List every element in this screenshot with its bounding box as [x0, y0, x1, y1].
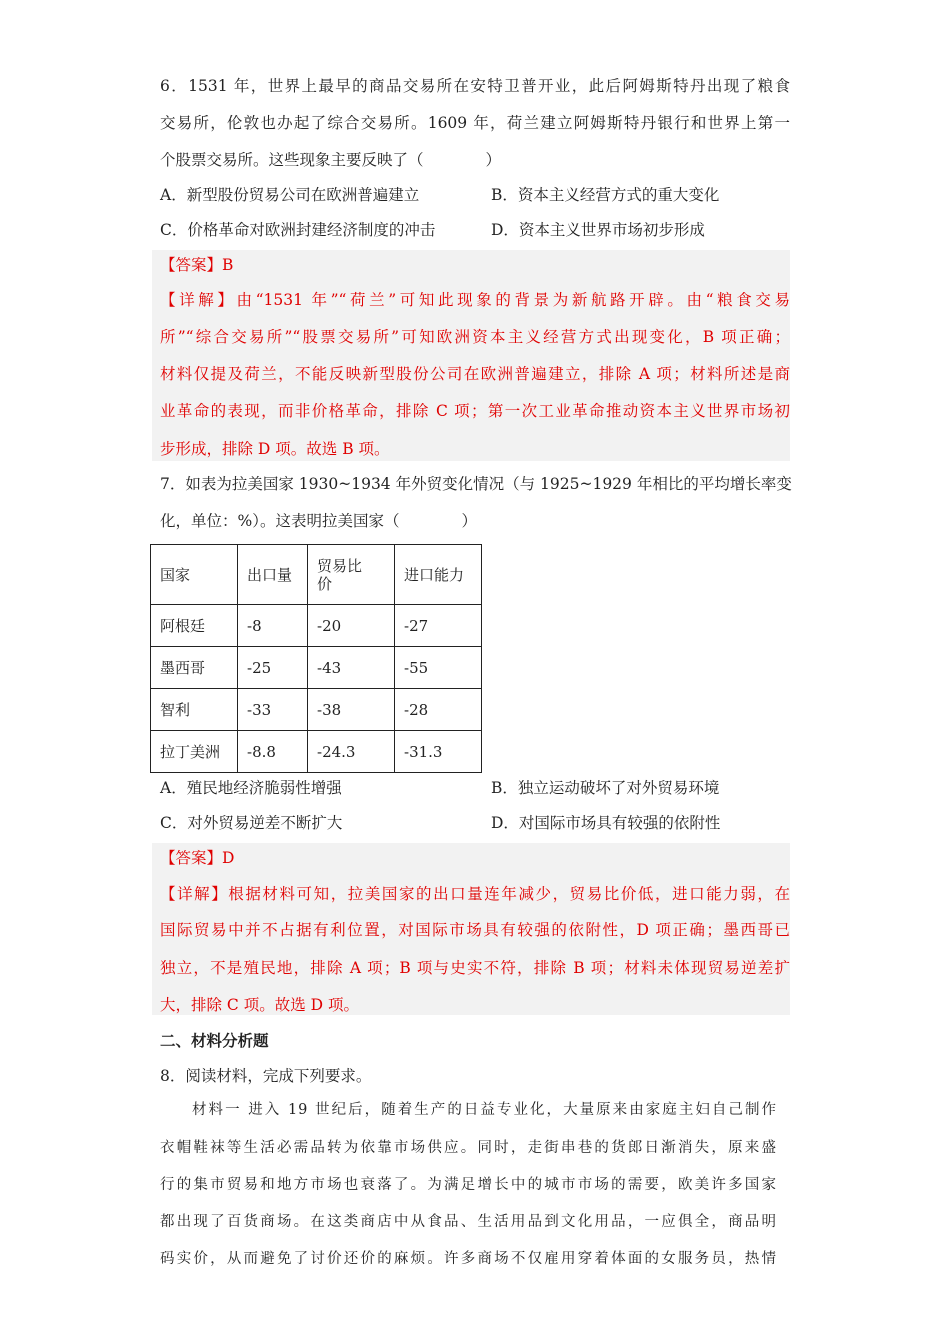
cell: -24.3	[308, 731, 395, 773]
cell: -20	[308, 605, 395, 647]
option-c: C．对外贸易逆差不断扩大	[160, 814, 343, 832]
detail-line: 步形成，排除 D 项。故选 B 项。	[160, 440, 390, 458]
table-row	[151, 731, 482, 773]
question-text: 个股票交易所。这些现象主要反映了（ ）	[160, 151, 502, 169]
cell: -55	[395, 647, 482, 689]
question-text: 7．如表为拉美国家 1930~1934 年外贸变化情况（与 1925~1929 年相比的平均增长率变	[160, 475, 792, 493]
detail-line: 材料仅提及荷兰，不能反映新型股份公司在欧洲普遍建立，排除 A 项；材料所述是商	[160, 365, 790, 383]
detail-line: 【详解】由“1531 年”“荷兰”可知此现象的背景为新航路开辟。由“粮食交易	[160, 291, 790, 309]
detail-line: 业革命的表现，而非价格革命，排除 C 项；第一次工业革命推动资本主义世界市场初	[160, 402, 790, 420]
detail-line: 独立，不是殖民地，排除 A 项；B 项与史实不符，排除 B 项；材料未体现贸易逆差扩	[160, 959, 790, 977]
option-c: C．价格革命对欧洲封建经济制度的冲击	[160, 221, 436, 239]
cell: -28	[395, 689, 482, 731]
question-text: 6．1531 年，世界上最早的商品交易所在安特卫普开业，此后阿姆斯特丹出现了粮食	[160, 77, 790, 95]
answer-block	[152, 250, 790, 461]
option-a: A．新型股份贸易公司在欧洲普遍建立	[160, 186, 420, 204]
material-line: 材料一 进入 19 世纪后，随着生产的日益专业化，大量原来由家庭主妇自己制作	[192, 1102, 777, 1118]
option-d: D．资本主义世界市场初步形成	[491, 221, 705, 239]
cell: -25	[238, 647, 308, 689]
cell: 拉丁美洲	[151, 731, 238, 773]
option-d: D．对国际市场具有较强的依附性	[491, 814, 721, 832]
trade-table	[150, 544, 482, 773]
cell: 墨西哥	[151, 647, 238, 689]
cell: -8.8	[238, 731, 308, 773]
header-cell: 出口量	[238, 545, 308, 605]
detail-line: 【详解】根据材料可知，拉美国家的出口量连年减少，贸易比价低，进口能力弱，在	[160, 885, 790, 903]
material-line: 衣帽鞋袜等生活必需品转为依靠市场供应。同时，走街串巷的货郎日渐消失，原来盛	[160, 1140, 777, 1156]
material-line: 都出现了百货商场。在这类商店中从食品、生活用品到文化用品，一应俱全，商品明	[160, 1214, 777, 1230]
header-cell: 进口能力	[395, 545, 482, 605]
option-b: B．独立运动破坏了对外贸易环境	[491, 779, 720, 797]
material-line: 行的集市贸易和地方市场也衰落了。为满足增长中的城市市场的需要，欧美许多国家	[160, 1177, 777, 1193]
header-cell: 国家	[151, 545, 238, 605]
option-b: B．资本主义经营方式的重大变化	[491, 186, 720, 204]
question-text: 8．阅读材料，完成下列要求。	[160, 1067, 372, 1085]
table-row	[151, 647, 482, 689]
question-text: 化，单位：%）。这表明拉美国家（ ）	[160, 512, 477, 530]
question-text: 交易所，伦敦也办起了综合交易所。1609 年，荷兰建立阿姆斯特丹银行和世界上第一	[160, 114, 790, 132]
cell: -27	[395, 605, 482, 647]
detail-line: 大，排除 C 项。故选 D 项。	[160, 996, 359, 1014]
cell: -43	[308, 647, 395, 689]
answer: 【答案】D	[160, 849, 235, 867]
section-title: 二、材料分析题	[160, 1031, 269, 1050]
detail-line: 所”“综合交易所”“股票交易所”可知欧洲资本主义经营方式出现变化，B 项正确；	[160, 328, 790, 346]
cell: -33	[238, 689, 308, 731]
cell: -31.3	[395, 731, 482, 773]
answer: 【答案】B	[160, 256, 234, 274]
cell: 阿根廷	[151, 605, 238, 647]
table-row	[151, 689, 482, 731]
material-line: 码实价，从而避免了讨价还价的麻烦。许多商场不仅雇用穿着体面的女服务员，热情	[160, 1251, 777, 1267]
cell: 智利	[151, 689, 238, 731]
detail-line: 国际贸易中并不占据有利位置，对国际市场具有较强的依附性，D 项正确；墨西哥已	[160, 921, 790, 939]
table-row	[151, 605, 482, 647]
option-a: A．殖民地经济脆弱性增强	[160, 779, 342, 797]
header-cell: 贸易比价	[308, 545, 395, 605]
cell: -38	[308, 689, 395, 731]
cell: -8	[238, 605, 308, 647]
table-header-row	[151, 545, 482, 605]
